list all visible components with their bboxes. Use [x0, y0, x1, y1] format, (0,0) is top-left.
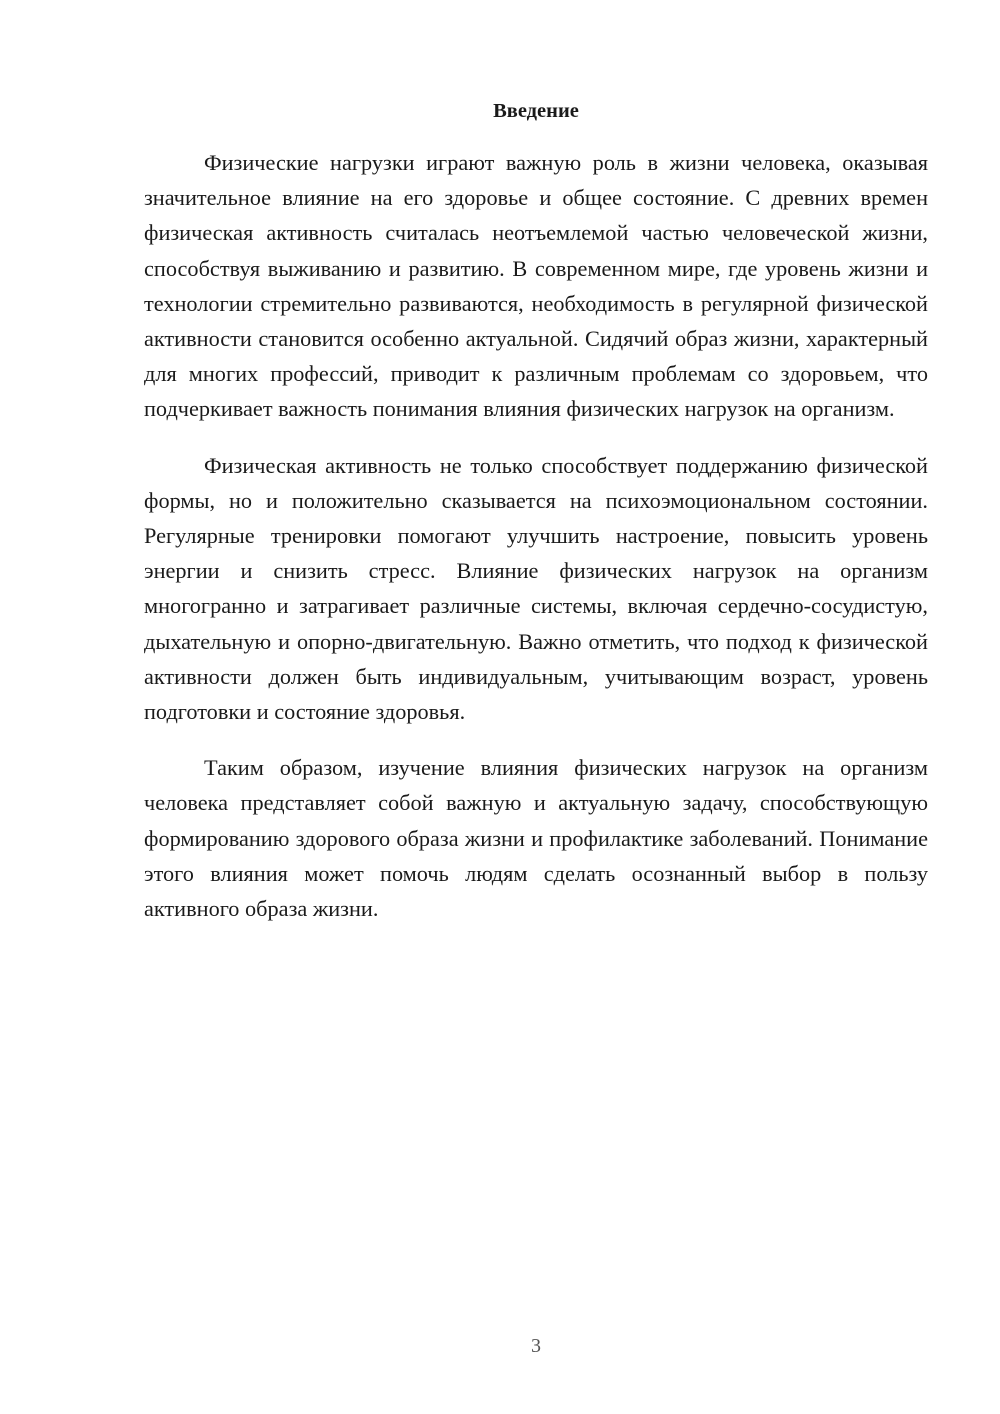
paragraph-3: Таким образом, изучение влияния физических нагрузок на организм человека представляет собой важную и актуальную задачу, способствующую формированию здорового образа жизни и профилактике заболеваний. Понимание этого влияния может помочь людям сделать осознанный выбор в пользу активного образа жизни. [144, 755, 928, 922]
body-text [144, 145, 928, 926]
paragraph-2: Физическая активность не только способствует поддержанию физической формы, но и положительно сказывается на психоэмоциональном состоянии. Регулярные тренировки помогают улучшить настроение, повысить уровень энергии и снизить стресс. Влияние физических нагрузок на организм многогранно и затрагивает различные системы, включая сердечно-сосудистую, дыхательную и опорно-двигательную. Важно отметить, что подход к физической активности должен быть индивидуальным, учитывающим возраст, уровень подготовки и состояние здоровья. [144, 452, 928, 725]
section-heading: Введение [493, 100, 579, 122]
paragraph-1: Физические нагрузки играют важную роль в жизни человека, оказывая значительное влияние на его здоровье и общее состояние. С древних времен физическая активность считалась неотъемлемой частью человеческой жизни, способствуя выживанию и развитию. В современном мире, где уровень жизни и технологии стремительно развиваются, необходимость в регулярной физической активности становится особенно актуальной. Сидячий образ жизни, характерный для многих профессий, приводит к различным проблемам со здоровьем, что подчеркивает важность понимания влияния физических нагрузок на организм. [144, 150, 928, 422]
page-number: 3 [531, 1335, 541, 1357]
